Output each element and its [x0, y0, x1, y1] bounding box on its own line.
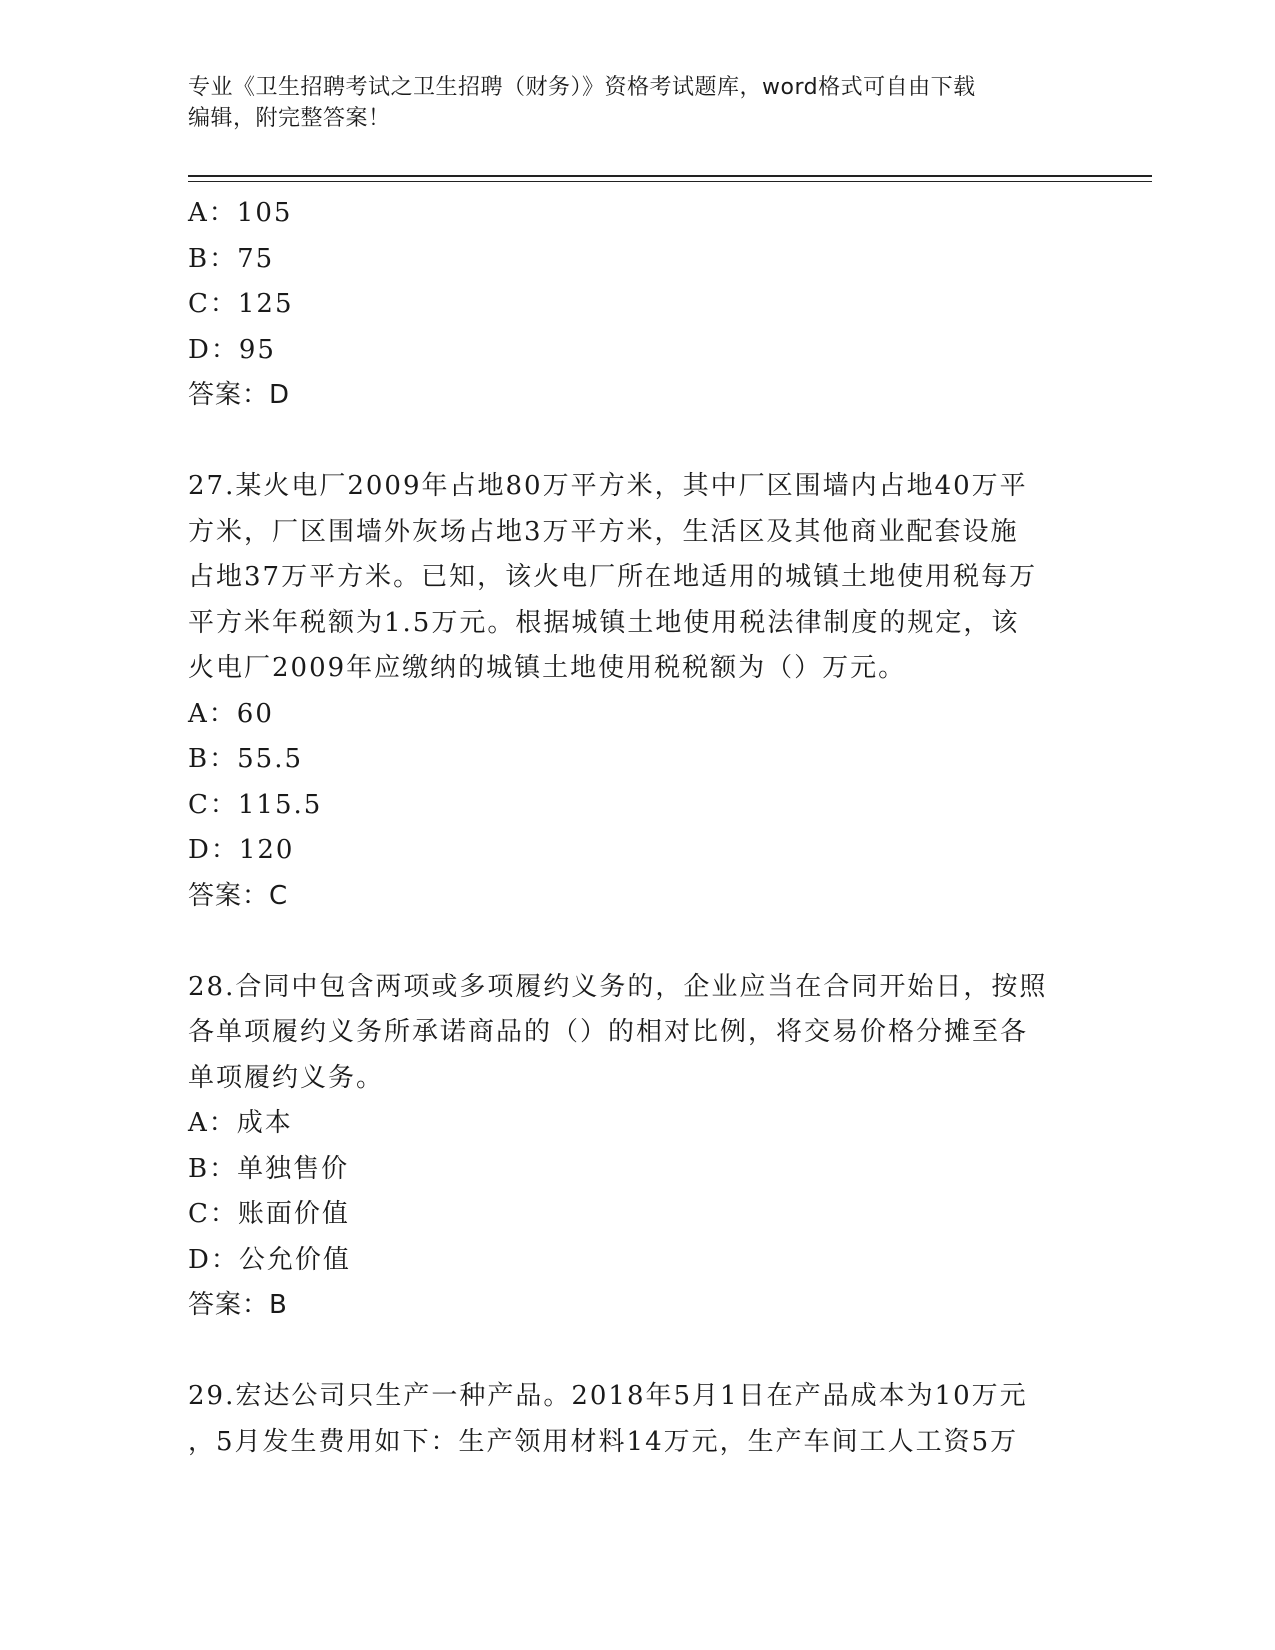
question-26: [188, 191, 1068, 419]
question-text-line: 28.合同中包含两项或多项履约义务的，企业应当在合同开始日，按照: [188, 971, 1048, 1002]
option-c: C：115.5: [188, 789, 323, 820]
question-text-line: 各单项履约义务所承诺商品的（）的相对比例，将交易价格分摊至各: [188, 1017, 1029, 1047]
option-a: A：60: [188, 698, 274, 729]
option-b: B：55.5: [188, 744, 303, 774]
option-d: D：120: [188, 835, 295, 865]
answer: 答案：C: [188, 880, 289, 911]
header-divider-thin: [188, 181, 1152, 182]
question-28: [188, 965, 1068, 1329]
option-c: C：125: [188, 289, 294, 319]
answer: 答案：B: [188, 1290, 288, 1320]
question-text-line: 单项履约义务。: [188, 1062, 385, 1093]
question-list: [188, 191, 1068, 1465]
option-b: B：75: [188, 243, 275, 274]
question-text-line: 27.某火电厂2009年占地80万平方米，其中厂区围墙内占地40万平: [188, 471, 1028, 501]
option-d: D：公允价值: [188, 1244, 351, 1275]
question-text-line: ，5月发生费用如下：生产领用材料14万元，生产车间工人工资5万: [188, 1426, 1019, 1457]
option-a: A：成本: [188, 1108, 293, 1138]
question-29: [188, 1374, 1068, 1465]
option-b: B：单独售价: [188, 1153, 350, 1184]
question-27: [188, 464, 1068, 919]
question-text-line: 平方米年税额为1.5万元。根据城镇土地使用税法律制度的规定，该: [188, 607, 1020, 638]
option-c: C：账面价值: [188, 1199, 350, 1229]
document-header: [188, 72, 1068, 134]
answer: 答案：D: [188, 380, 291, 410]
header-line-1: 专业《卫生招聘考试之卫生招聘（财务）》资格考试题库，word格式可自由下载: [188, 75, 976, 100]
header-line-2: 编辑，附完整答案！: [188, 106, 391, 131]
option-d: D：95: [188, 334, 276, 365]
question-text-line: 29.宏达公司只生产一种产品。2018年5月1日在产品成本为10万元: [188, 1381, 1028, 1411]
option-a: A：105: [188, 198, 293, 228]
question-text-line: 火电厂2009年应缴纳的城镇土地使用税税额为（）万元。: [188, 653, 907, 683]
question-text-line: 方米，厂区围墙外灰场占地3万平方米，生活区及其他商业配套设施: [188, 516, 1019, 547]
header-divider-thick: [188, 175, 1152, 177]
question-text-line: 占地37万平方米。已知，该火电厂所在地适用的城镇土地使用税每万: [188, 562, 1038, 592]
